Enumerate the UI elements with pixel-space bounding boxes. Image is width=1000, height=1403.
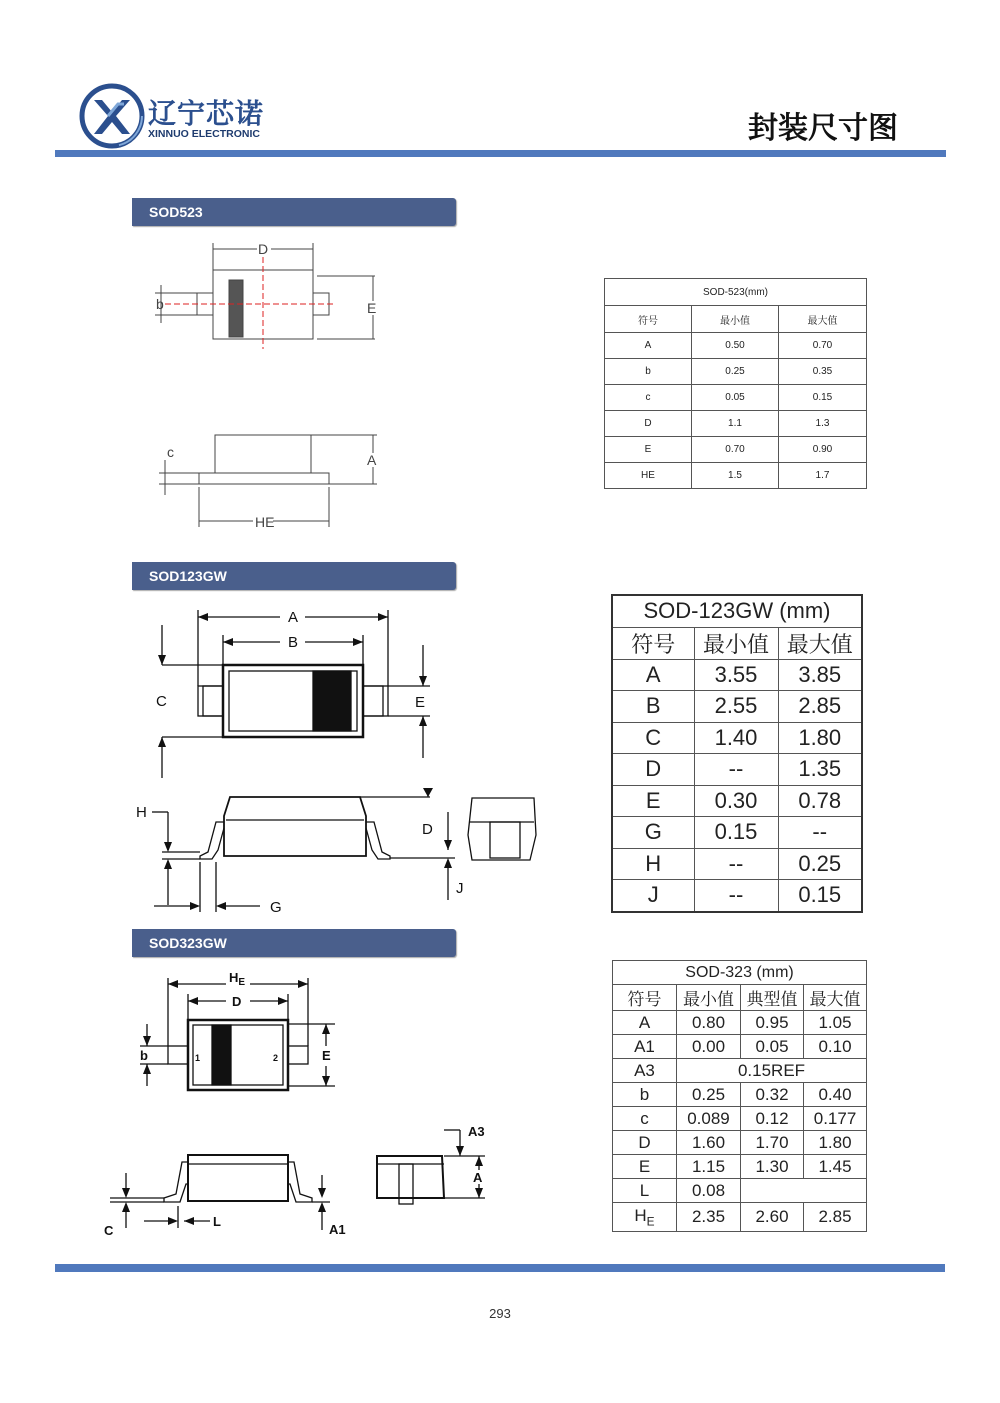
cell: 1.35 — [778, 754, 862, 786]
cell: G — [612, 817, 694, 849]
table-row — [612, 817, 862, 849]
table-header: 最小值 — [692, 306, 779, 333]
cell: 0.08 — [677, 1179, 741, 1203]
table-row — [605, 333, 867, 359]
table-title: SOD-123GW (mm) — [612, 595, 862, 627]
cell: 2.85 — [804, 1203, 867, 1232]
cell: A1 — [613, 1035, 677, 1059]
dim-label-he: HE — [255, 514, 275, 530]
he-sub: E — [238, 977, 246, 988]
cell: 0.00 — [677, 1035, 741, 1059]
dim-label-a: A — [288, 609, 299, 626]
cell: 0.05 — [692, 385, 779, 411]
table-row — [613, 1131, 867, 1155]
cell: 1.15 — [677, 1155, 741, 1179]
cell: H — [612, 848, 694, 880]
dim-label-b: b — [156, 296, 164, 312]
cell: E — [612, 785, 694, 817]
cell — [613, 1203, 677, 1232]
cell: b — [605, 359, 692, 385]
cell: c — [613, 1107, 677, 1131]
footer-rule — [55, 1264, 945, 1272]
dim-label-d: D — [258, 241, 269, 257]
dim-label-g: G — [270, 899, 282, 916]
cell: 0.25 — [692, 359, 779, 385]
cell: -- — [694, 754, 778, 786]
cell: E — [613, 1155, 677, 1179]
cell: 0.70 — [692, 437, 779, 463]
dim-label-a: A — [473, 1170, 483, 1185]
dim-label-he — [229, 970, 245, 988]
he-main: H — [634, 1205, 647, 1225]
cell: D — [605, 411, 692, 437]
cell: 1.80 — [778, 722, 862, 754]
cell: 0.78 — [778, 785, 862, 817]
table-row — [613, 1179, 867, 1203]
table-row — [613, 1107, 867, 1131]
sod323gw-drawing — [100, 970, 500, 1245]
table-row — [613, 1011, 867, 1035]
table-header: 最大值 — [778, 627, 862, 659]
dim-label-b: b — [140, 1048, 148, 1063]
section-bar-sod323gw — [132, 929, 456, 957]
dim-label-j: J — [456, 880, 464, 897]
table-header: 符号 — [612, 627, 694, 659]
cell — [741, 1179, 867, 1203]
table-title: SOD-523(mm) — [605, 279, 867, 306]
table-row — [613, 1059, 867, 1083]
company-logo-icon — [78, 82, 146, 150]
cell: 1.5 — [692, 463, 779, 489]
cell: 0.177 — [804, 1107, 867, 1131]
table-row — [605, 463, 867, 489]
section-label: SOD323GW — [149, 935, 227, 951]
cell: 0.70 — [779, 333, 867, 359]
cell: 2.55 — [694, 691, 778, 723]
dim-label-a1: A1 — [329, 1222, 346, 1237]
cell: 2.60 — [741, 1203, 804, 1232]
sod523-dimension-table — [604, 278, 867, 489]
table-row — [612, 880, 862, 912]
company-name-en: XINNUO ELECTRONIC — [148, 128, 261, 140]
cell: 0.32 — [741, 1083, 804, 1107]
table-header: 最小值 — [694, 627, 778, 659]
cell: 0.80 — [677, 1011, 741, 1035]
table-header: 典型值 — [741, 985, 804, 1011]
cell: 0.30 — [694, 785, 778, 817]
cell: 0.95 — [741, 1011, 804, 1035]
table-header: 最小值 — [677, 985, 741, 1011]
table-row — [613, 1035, 867, 1059]
table-row — [612, 785, 862, 817]
dim-label-c: C — [156, 693, 167, 710]
table-row — [613, 1155, 867, 1179]
document-title: 封装尺寸图 — [748, 111, 898, 146]
dim-label-d: D — [232, 994, 242, 1009]
cell: 2.85 — [778, 691, 862, 723]
cell: 1.1 — [692, 411, 779, 437]
cell: 0.15 — [778, 880, 862, 912]
cell: A3 — [613, 1059, 677, 1083]
table-header: 最大值 — [804, 985, 867, 1011]
dim-label-d: D — [422, 821, 433, 838]
cell: 0.25 — [778, 848, 862, 880]
table-title: SOD-323 (mm) — [613, 961, 867, 985]
page-number: 293 — [489, 1306, 511, 1321]
pin-1-label: 1 — [195, 1053, 201, 1063]
cell: 0.40 — [804, 1083, 867, 1107]
sod523-drawing — [145, 235, 395, 535]
section-label: SOD523 — [149, 204, 203, 220]
he-sub: E — [646, 1214, 655, 1229]
cell: 0.50 — [692, 333, 779, 359]
cell: 0.15REF — [677, 1059, 867, 1083]
cell: 1.3 — [779, 411, 867, 437]
section-label: SOD123GW — [149, 568, 227, 584]
dim-label-b: B — [288, 634, 299, 651]
sod323-dimension-table — [612, 960, 867, 1232]
dim-label-c: C — [104, 1223, 114, 1238]
cell: D — [613, 1131, 677, 1155]
cell: -- — [778, 817, 862, 849]
dim-label-e: E — [322, 1048, 331, 1063]
dim-label-a: A — [367, 452, 377, 468]
cell: 1.70 — [741, 1131, 804, 1155]
dim-label-h: H — [136, 804, 147, 821]
table-row — [612, 754, 862, 786]
table-row — [612, 659, 862, 691]
section-bar-sod523 — [132, 198, 456, 226]
cell: 0.15 — [779, 385, 867, 411]
cell: 0.12 — [741, 1107, 804, 1131]
table-row — [605, 437, 867, 463]
cell: 1.30 — [741, 1155, 804, 1179]
cell: 0.35 — [779, 359, 867, 385]
table-row — [613, 1203, 867, 1232]
table-header: 符号 — [605, 306, 692, 333]
he-main: H — [229, 970, 239, 985]
dim-label-c: c — [167, 444, 174, 460]
table-header: 符号 — [613, 985, 677, 1011]
cell: 1.80 — [804, 1131, 867, 1155]
cell: B — [612, 691, 694, 723]
cell: 1.45 — [804, 1155, 867, 1179]
cell: C — [612, 722, 694, 754]
cell: -- — [694, 848, 778, 880]
table-row — [605, 359, 867, 385]
cell: A — [605, 333, 692, 359]
cell: 1.05 — [804, 1011, 867, 1035]
cell: 0.05 — [741, 1035, 804, 1059]
cell: 3.55 — [694, 659, 778, 691]
cell: 0.25 — [677, 1083, 741, 1107]
company-name-cn: 辽宁芯诺 — [148, 97, 265, 130]
table-row — [613, 1083, 867, 1107]
cell: HE — [605, 463, 692, 489]
table-row — [605, 411, 867, 437]
cell: 3.85 — [778, 659, 862, 691]
table-row — [612, 848, 862, 880]
pin-2-label: 2 — [273, 1053, 279, 1063]
cell: 0.90 — [779, 437, 867, 463]
cell: D — [612, 754, 694, 786]
cell: 0.089 — [677, 1107, 741, 1131]
dim-label-e: E — [367, 300, 377, 316]
dim-label-l: L — [213, 1214, 221, 1229]
header-rule — [55, 150, 946, 157]
cell: 0.15 — [694, 817, 778, 849]
table-row — [612, 722, 862, 754]
cell: 1.60 — [677, 1131, 741, 1155]
cell: 1.7 — [779, 463, 867, 489]
cell: A — [612, 659, 694, 691]
cell: -- — [694, 880, 778, 912]
cell: E — [605, 437, 692, 463]
cell: c — [605, 385, 692, 411]
cell: b — [613, 1083, 677, 1107]
cell: 1.40 — [694, 722, 778, 754]
cell: L — [613, 1179, 677, 1203]
dim-label-a3: A3 — [468, 1124, 485, 1139]
table-row — [605, 385, 867, 411]
sod123gw-dimension-table — [611, 594, 863, 913]
section-bar-sod123gw — [132, 562, 456, 590]
dim-label-e: E — [415, 694, 426, 711]
table-header: 最大值 — [779, 306, 867, 333]
table-row — [612, 691, 862, 723]
cell: J — [612, 880, 694, 912]
cell: A — [613, 1011, 677, 1035]
cell: 0.10 — [804, 1035, 867, 1059]
cell: 2.35 — [677, 1203, 741, 1232]
sod123gw-drawing — [130, 600, 550, 920]
